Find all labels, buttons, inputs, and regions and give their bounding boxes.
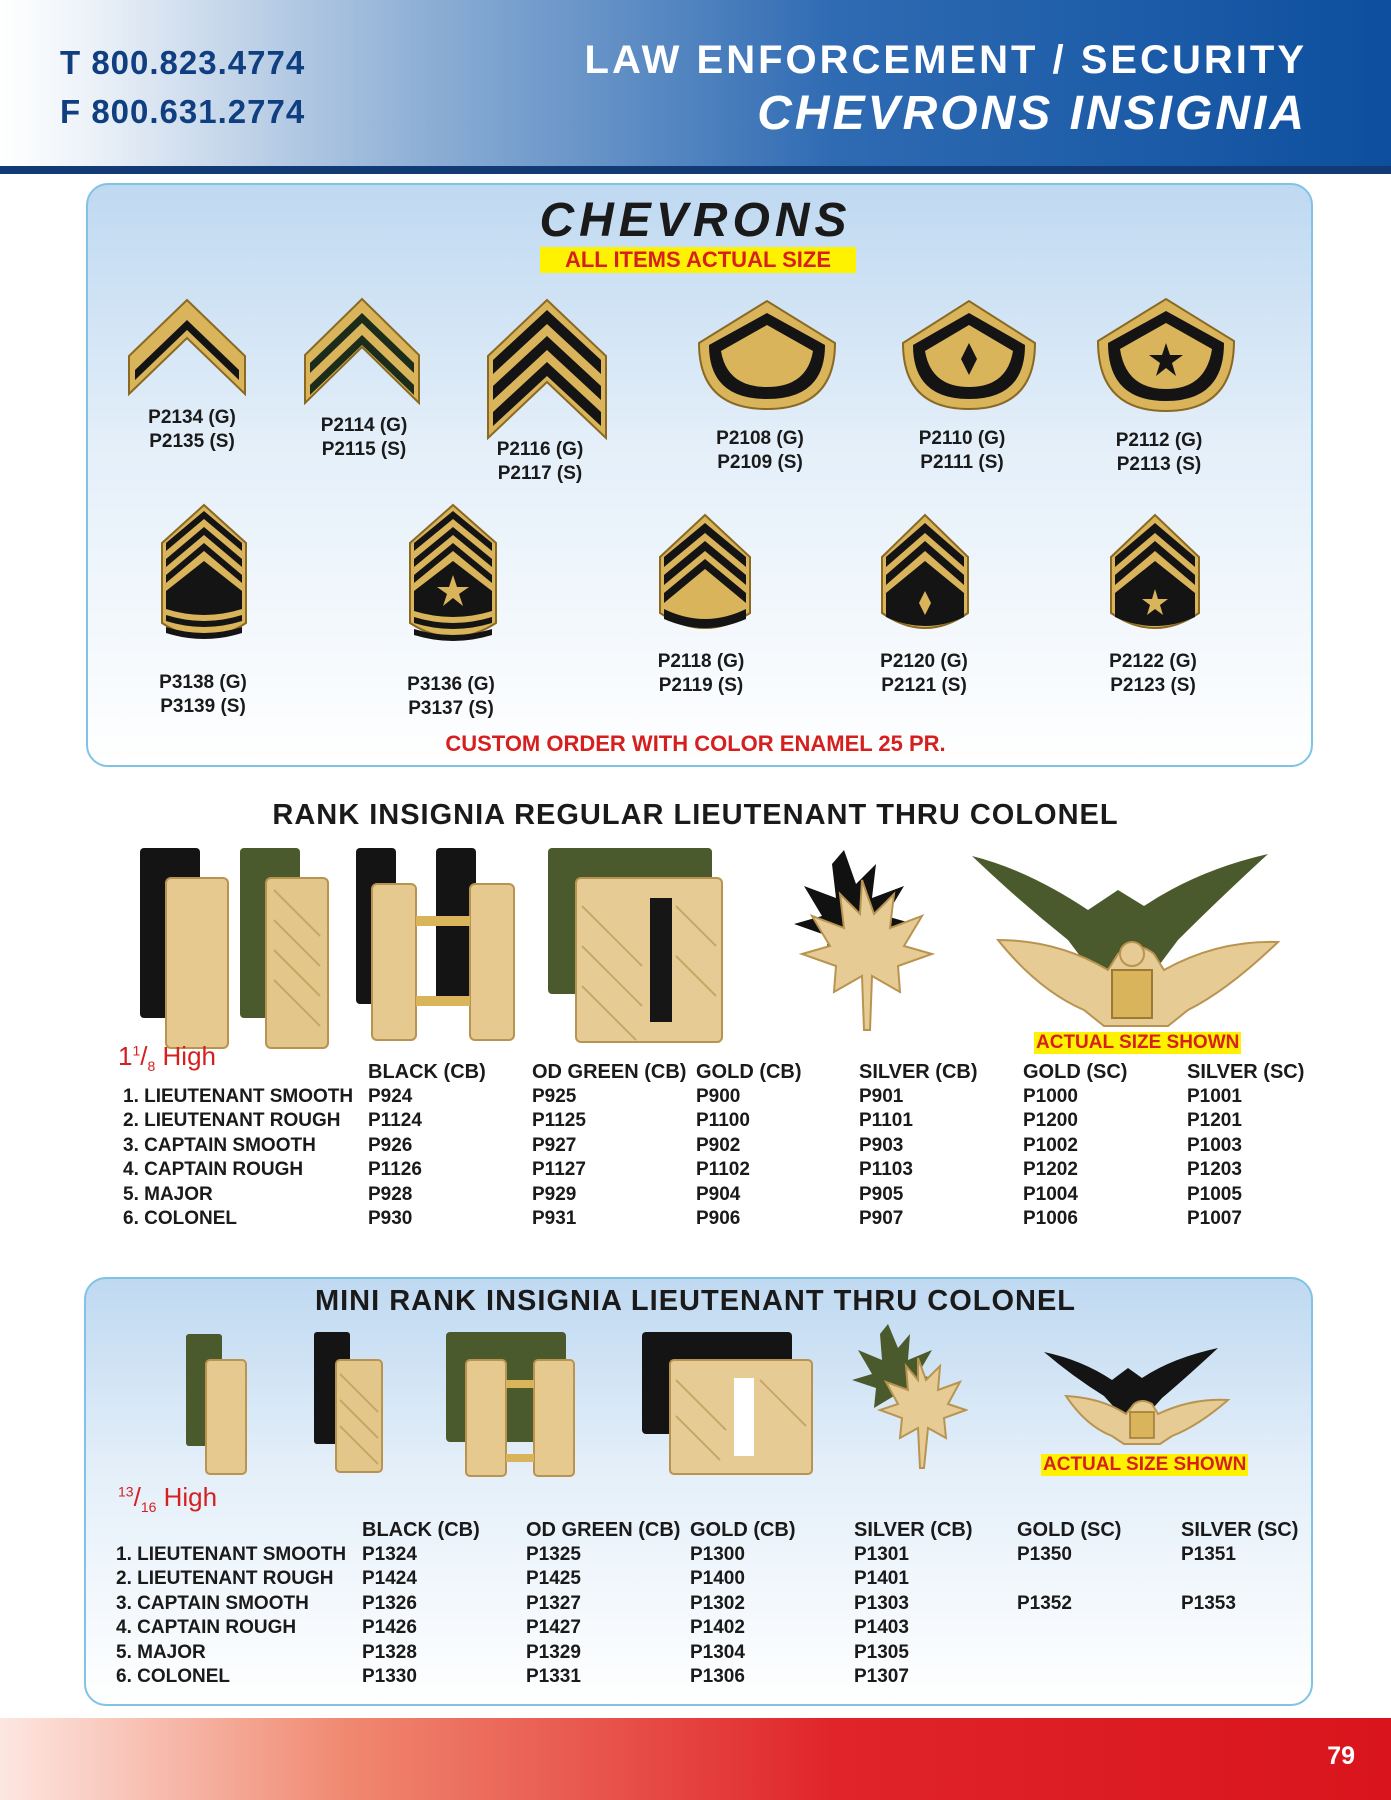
table-cell: P1305 [854,1641,909,1663]
table-cell: P1401 [854,1568,909,1590]
table-cell: P1202 [1023,1159,1078,1181]
table-cell: P1327 [526,1592,581,1614]
rank-mini-title: MINI RANK INSIGNIA LIEUTENANT THRU COLONEL [314,1285,1077,1317]
table-cell: P1200 [1023,1110,1078,1132]
row-label: 5. MAJOR [123,1183,213,1205]
chevron-code-7: P3138 (G) P3139 (S) [159,672,247,717]
row-label: 3. CAPTAIN SMOOTH [116,1592,309,1614]
table-cell: P1304 [690,1641,745,1663]
row-label: 6. COLONEL [123,1208,238,1230]
table-cell: P906 [696,1208,741,1230]
table-cell: P907 [859,1208,904,1230]
table-cell: P1003 [1187,1134,1242,1156]
chevron-master-sergeant-image [160,503,248,649]
colonel-eagle-image [968,850,1288,1045]
column-header: SILVER (CB) [859,1060,978,1083]
rank-regular-table [123,1060,1309,1232]
row-label: 5. MAJOR [116,1641,206,1663]
table-cell: P904 [696,1183,741,1205]
table-cell: P1007 [1187,1208,1242,1230]
chevron-staff-diamond-image [880,513,970,639]
table-cell: P929 [532,1183,577,1205]
table-row [116,1665,1309,1690]
table-cell: P1302 [690,1592,745,1614]
lieutenant-bar-image [134,840,354,1055]
chevron-corporal-image [303,297,421,405]
table-cell: P1005 [1187,1183,1242,1205]
table-cell [1181,1665,1309,1690]
table-cell: P1403 [854,1617,909,1639]
table-cell: P1100 [696,1110,750,1132]
row-label: 2. LIEUTENANT ROUGH [123,1110,341,1132]
chevron-code-5: P2110 (G) P2111 (S) [918,428,1006,473]
table-row [123,1085,1309,1110]
table-cell: P1426 [362,1617,417,1639]
table-cell: P1328 [362,1641,417,1663]
table-row [123,1109,1309,1134]
table-cell: P905 [859,1183,904,1205]
table-row [123,1183,1309,1208]
table-cell: P1301 [854,1543,909,1565]
table-row [123,1158,1309,1183]
table-cell: P1351 [1181,1543,1236,1565]
chevron-code-2: P2114 (G) P2115 (S) [320,415,408,460]
chevron-sergeant-image [486,298,608,440]
row-label: 2. LIEUTENANT ROUGH [116,1568,334,1590]
table-cell: P1102 [696,1159,750,1181]
row-label: 1. LIEUTENANT SMOOTH [116,1543,347,1565]
table-cell: P902 [696,1134,741,1156]
column-header-item [116,1518,362,1543]
table-cell [1017,1665,1181,1690]
table-cell: P1203 [1187,1159,1242,1181]
major-leaf-image [764,844,944,1039]
table-row [116,1567,1309,1592]
chevron-code-10: P2120 (G) P2121 (S) [880,651,968,696]
height-label-regular: $1^1/_8$ High [118,1041,217,1075]
column-header-item [123,1060,368,1085]
table-row [116,1543,1309,1568]
chevron-diamond-image [899,299,1039,411]
table-cell: P1325 [526,1543,581,1565]
table-cell: P1326 [362,1592,417,1614]
header-title-section: CHEVRONS INSIGNIA [757,87,1307,140]
column-header: SILVER (SC) [1187,1060,1305,1083]
table-row [116,1616,1309,1641]
table-cell: P1101 [859,1110,913,1132]
table-cell: P1324 [362,1543,417,1565]
chevron-star-image [1094,297,1238,413]
table-cell: P1307 [854,1666,909,1688]
table-cell: P1350 [1017,1543,1072,1565]
rank-mini-table [116,1518,1309,1690]
table-cell: P900 [696,1085,741,1107]
table-row [116,1641,1309,1666]
chevron-pfc-image [127,298,247,398]
table-cell: P1353 [1181,1592,1236,1614]
column-header: GOLD (SC) [1023,1060,1128,1083]
column-header: BLACK (CB) [362,1518,480,1541]
chevrons-subtitle: ALL ITEMS ACTUAL SIZE [540,247,856,273]
actual-size-label-regular: ACTUAL SIZE SHOWN [1036,1032,1240,1053]
table-cell: P903 [859,1134,904,1156]
table-cell: P1331 [526,1666,581,1688]
chevron-staff-sergeant-image [658,513,752,639]
table-cell: P1306 [690,1666,745,1688]
table-cell [1181,1616,1309,1641]
table-cell: P1126 [368,1159,422,1181]
table-cell: P1427 [526,1617,581,1639]
chevron-code-3: P2116 (G) P2117 (S) [496,439,584,484]
column-header: OD GREEN (CB) [526,1518,681,1541]
phone-number: T 800.823.4774 [60,44,306,81]
table-cell: P1201 [1187,1110,1242,1132]
table-cell [1017,1616,1181,1641]
chevron-specialist-image [695,299,839,411]
column-header: GOLD (CB) [690,1518,796,1541]
mini-captain-bars-image [444,1330,580,1485]
actual-size-label-mini: ACTUAL SIZE SHOWN [1043,1454,1247,1475]
page-number: 79 [1327,1742,1355,1770]
custom-order-note: CUSTOM ORDER WITH COLOR ENAMEL 25 PR. [445,731,946,756]
table-cell: P930 [368,1208,413,1230]
header-title-category: LAW ENFORCEMENT / SECURITY [584,38,1307,82]
column-header: GOLD (CB) [696,1060,802,1083]
table-cell: P901 [859,1085,904,1107]
chevrons-title: CHEVRONS [539,194,852,247]
captain-bars-image [354,846,524,1051]
table-cell: P1006 [1023,1208,1078,1230]
mini-captain-rough-image [640,1330,816,1483]
table-cell: P1352 [1017,1592,1072,1614]
table-header-row [116,1518,1309,1543]
mini-colonel-eagle-image [1042,1346,1232,1451]
table-cell [1017,1641,1181,1666]
page-header [0,0,1391,166]
table-cell [1181,1567,1309,1592]
mini-lieutenant-bar-image [182,1330,254,1483]
table-cell: P1424 [362,1568,417,1590]
table-row [123,1134,1309,1159]
table-cell: P1002 [1023,1134,1078,1156]
table-cell: P1400 [690,1568,745,1590]
table-cell: P924 [368,1085,413,1107]
column-header: SILVER (CB) [854,1518,973,1541]
captain-rough-image [546,846,726,1051]
table-cell [1017,1567,1181,1592]
chevron-code-4: P2108 (G) P2109 (S) [716,428,804,473]
table-header-row [123,1060,1309,1085]
height-label-mini: $^{13}/_{16}$ High [118,1482,218,1516]
table-cell: P1402 [690,1617,745,1639]
column-header: OD GREEN (CB) [532,1060,687,1083]
mini-major-leaf-image [848,1322,968,1477]
table-cell: P1000 [1023,1085,1078,1107]
mini-lieutenant-rough-image [312,1330,392,1481]
table-cell: P927 [532,1134,577,1156]
chevron-sergeant-major-image [408,503,498,649]
table-cell: P1330 [362,1666,417,1688]
table-row [116,1592,1309,1617]
table-cell: P1001 [1187,1085,1242,1107]
row-label: 1. LIEUTENANT SMOOTH [123,1085,354,1107]
chevron-code-9: P2118 (G) P2119 (S) [657,651,745,696]
table-cell [1181,1641,1309,1666]
table-cell: P925 [532,1085,577,1107]
chevron-code-6: P2112 (G) P2113 (S) [1115,430,1203,475]
row-label: 4. CAPTAIN ROUGH [116,1617,297,1639]
table-cell: P1004 [1023,1183,1078,1205]
table-cell: P1124 [368,1110,422,1132]
table-cell: P1103 [859,1159,913,1181]
table-cell: P931 [532,1208,577,1230]
rank-regular-title: RANK INSIGNIA REGULAR LIEUTENANT THRU COLONEL [272,799,1119,831]
table-cell: P1125 [532,1110,586,1132]
table-cell: P926 [368,1134,413,1156]
row-label: 4. CAPTAIN ROUGH [123,1159,304,1181]
chevron-code-1: P2134 (G) P2135 (S) [148,407,236,452]
chevron-staff-star-image [1109,513,1201,639]
table-cell: P1303 [854,1592,909,1614]
table-cell: P1329 [526,1641,581,1663]
row-label: 3. CAPTAIN SMOOTH [123,1134,316,1156]
chevron-code-11: P2122 (G) P2123 (S) [1109,651,1197,696]
page-footer [0,1718,1391,1800]
fax-number: F 800.631.2774 [60,93,306,130]
row-label: 6. COLONEL [116,1666,231,1688]
table-cell: P1300 [690,1543,745,1565]
table-cell: P928 [368,1183,413,1205]
table-cell: P1127 [532,1159,586,1181]
column-header: SILVER (SC) [1181,1518,1299,1541]
column-header: GOLD (SC) [1017,1518,1122,1541]
chevron-code-8: P3136 (G) P3137 (S) [407,674,495,719]
table-row [123,1207,1309,1232]
column-header: BLACK (CB) [368,1060,486,1083]
table-cell: P1425 [526,1568,581,1590]
header-rule [0,166,1391,174]
